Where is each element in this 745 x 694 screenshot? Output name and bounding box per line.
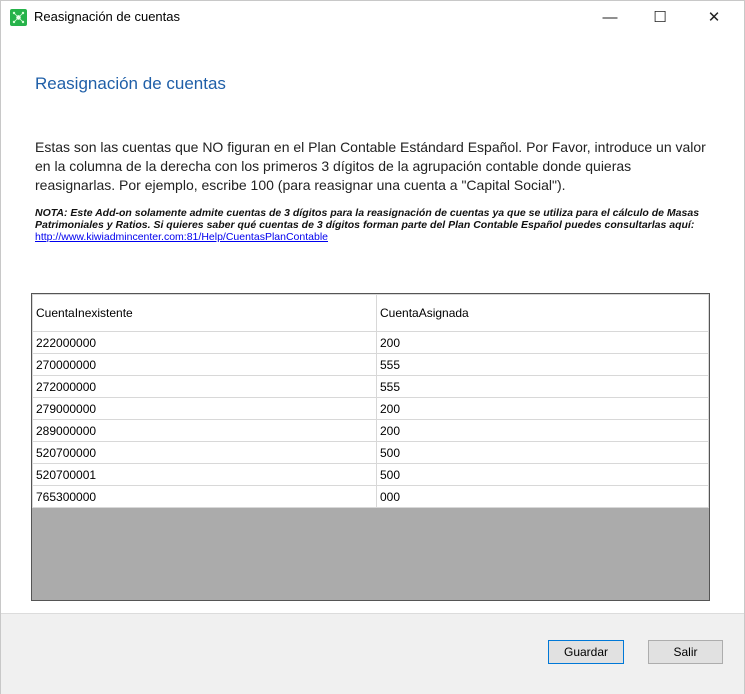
maximize-button[interactable] [637, 1, 683, 33]
title-bar [1, 1, 744, 33]
column-header-cuenta-asignada[interactable]: CuentaAsignada [377, 295, 709, 332]
table-row [33, 420, 709, 442]
maximize-icon: ☐ [653, 9, 667, 26]
close-button[interactable] [691, 1, 737, 33]
table-row [33, 464, 709, 486]
cuenta-inexistente-cell[interactable]: 520700000 [33, 442, 377, 464]
minimize-icon: — [602, 8, 618, 26]
button-bar [1, 613, 744, 694]
cuenta-inexistente-cell[interactable]: 270000000 [33, 354, 377, 376]
cuenta-inexistente-cell[interactable]: 765300000 [33, 486, 377, 508]
note-text [35, 207, 715, 243]
table-row [33, 486, 709, 508]
cuenta-inexistente-cell[interactable]: 272000000 [33, 376, 377, 398]
help-link[interactable]: http://www.kiwiadmincenter.com:81/Help/CuentasPlanContable [35, 231, 328, 243]
cuenta-asignada-cell[interactable]: 200 [377, 398, 709, 420]
cuenta-asignada-cell[interactable]: 000 [377, 486, 709, 508]
table-row [33, 354, 709, 376]
app-icon [10, 9, 27, 26]
cuenta-asignada-cell[interactable]: 200 [377, 332, 709, 354]
table-row [33, 376, 709, 398]
table-header-row [33, 295, 709, 332]
dialog-heading: Reasignación de cuentas [35, 74, 226, 93]
cuenta-inexistente-cell[interactable]: 520700001 [33, 464, 377, 486]
table-row [33, 332, 709, 354]
accounts-table [32, 294, 709, 508]
minimize-button[interactable] [587, 1, 633, 33]
table-row [33, 442, 709, 464]
cuenta-inexistente-cell[interactable]: 279000000 [33, 398, 377, 420]
instructions-text: Estas son las cuentas que NO figuran en el Plan Contable Estándard Español. Por Favor, introduce un valor en la columna de la derecha con los primeros 3 dígitos de la agrupación contable donde quieras reasignarlas. Por ejemplo, escribe 100 (para reasignar una cuenta a "Capital Social"). [35, 139, 706, 193]
column-header-cuenta-inexistente[interactable]: CuentaInexistente [33, 295, 377, 332]
save-button[interactable]: Guardar [548, 640, 624, 664]
close-icon: ✕ [707, 9, 721, 26]
cuenta-inexistente-cell[interactable]: 222000000 [33, 332, 377, 354]
cuenta-asignada-cell[interactable]: 555 [377, 376, 709, 398]
window-title: Reasignación de cuentas [34, 9, 180, 24]
table-row [33, 398, 709, 420]
note-body: NOTA: Este Add-on solamente admite cuentas de 3 dígitos para la reasignación de cuentas ya que se utiliza para el cálculo de Masas Patrimoniales y Ratios. Si quieres saber qué cuentas de 3 dígitos forman parte del Plan Contable Español puedes consultarlas aquí: [35, 207, 700, 231]
cuenta-asignada-cell[interactable]: 555 [377, 354, 709, 376]
cuenta-inexistente-cell[interactable]: 289000000 [33, 420, 377, 442]
cuenta-asignada-cell[interactable]: 500 [377, 442, 709, 464]
accounts-grid [31, 293, 710, 601]
cuenta-asignada-cell[interactable]: 200 [377, 420, 709, 442]
cuenta-asignada-cell[interactable]: 500 [377, 464, 709, 486]
exit-button[interactable]: Salir [648, 640, 723, 664]
